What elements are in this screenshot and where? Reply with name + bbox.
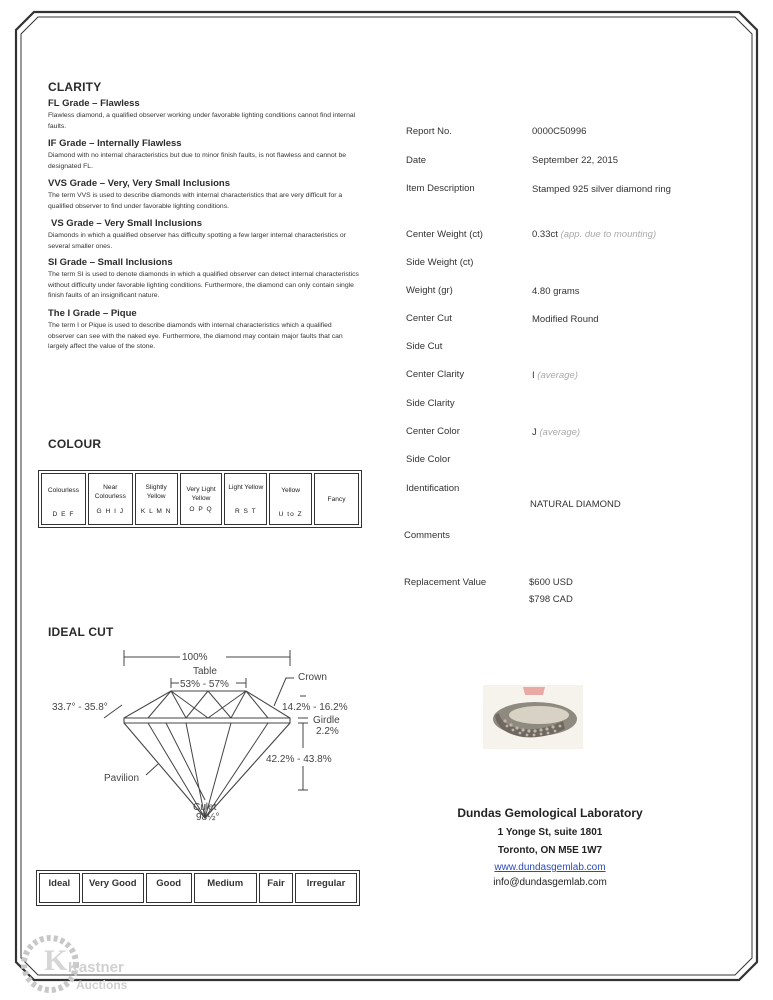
- cut-grade-cell: Fair: [259, 873, 293, 903]
- watermark-line-2: Auctions: [76, 978, 128, 992]
- grade-title: The I Grade – Pique: [48, 308, 137, 319]
- grade-title: FL Grade – Flawless: [48, 98, 140, 109]
- clarity-grade-vvs: [48, 178, 360, 212]
- cut-grade-cell: Good: [146, 873, 192, 903]
- grade-desc: The term I or Pique is used to describe diamonds with internal characteristics which a qualified observer can see with the naked eye. Furthermore, the diamond may contain major faults that can largely affect the value of the stone.: [48, 322, 343, 350]
- cut-grade-cell: Medium: [194, 873, 257, 903]
- field-label-side-weight: Side Weight (ct): [406, 257, 474, 268]
- culet-label: Culet: [193, 802, 217, 813]
- colour-cell: [135, 473, 178, 525]
- center-clarity-value: I: [532, 370, 535, 381]
- table-label: Table: [193, 666, 217, 677]
- pavilion-leader: [146, 764, 158, 775]
- colour-heading: COLOUR: [48, 437, 102, 451]
- field-label-comments: Comments: [404, 530, 450, 541]
- field-label-side-clarity: Side Clarity: [406, 398, 455, 409]
- field-label-side-color: Side Color: [406, 454, 451, 465]
- center-color-value: J: [532, 427, 537, 438]
- field-label-center-clarity: Center Clarity: [406, 369, 465, 380]
- center-color-note: (average): [539, 427, 581, 438]
- lab-website-link[interactable]: www.dundasgemlab.com: [494, 862, 606, 873]
- field-label-date: Date: [406, 155, 427, 166]
- field-value-date: September 22, 2015: [532, 155, 619, 166]
- colour-group-name: Slightly Yellow: [145, 483, 167, 500]
- pavilion-label: Pavilion: [104, 773, 140, 784]
- field-label-identification: Identification: [406, 483, 460, 494]
- ideal-cut-heading: IDEAL CUT: [48, 625, 114, 639]
- ring-photo: [483, 685, 583, 749]
- table-range-label: 53% - 57%: [180, 679, 229, 690]
- field-value-center-cut: Modified Round: [532, 314, 599, 325]
- field-value-center-clarity: [532, 370, 578, 381]
- center-weight-note: (app. due to mounting): [560, 229, 657, 240]
- cut-grade-cell: Irregular: [295, 873, 357, 903]
- grade-title: VS Grade – Very Small Inclusions: [51, 218, 203, 229]
- clarity-heading: CLARITY: [48, 80, 102, 94]
- colour-cell: [180, 473, 223, 525]
- center-clarity-note: (average): [537, 370, 578, 381]
- ring-band-inner: [509, 706, 569, 724]
- field-label-center-color: Center Color: [406, 426, 460, 437]
- colour-cell: [314, 473, 359, 525]
- price-tag-shape: [523, 687, 545, 695]
- watermark-letter-k: K: [44, 944, 68, 977]
- colour-group-range: D E F: [52, 510, 75, 518]
- colour-group-range: U to Z: [278, 510, 303, 518]
- colour-group-range: K L M N: [140, 507, 172, 515]
- field-label-center-cut: Center Cut: [406, 313, 452, 324]
- clarity-grade-if: [48, 138, 360, 172]
- field-label-report-no: Report No.: [406, 126, 452, 137]
- lab-email: info@dundasgemlab.com: [493, 877, 607, 888]
- crown-angle-label: 33.7° - 35.8°: [52, 702, 108, 713]
- lab-name: Dundas Gemological Laboratory: [457, 806, 643, 820]
- colour-cell: [41, 473, 86, 525]
- field-value-report-no: 0000C50996: [532, 126, 587, 137]
- colour-group-range: G H I J: [96, 507, 125, 515]
- colour-group-name: Very Light Yellow: [186, 485, 216, 502]
- girdle-pct-label: 2.2%: [316, 726, 339, 737]
- colour-group-name: Near Colourless: [94, 483, 126, 500]
- grade-title: IF Grade – Internally Flawless: [48, 138, 182, 149]
- grade-desc: The term SI is used to denote diamonds in which a qualified observer can detect internal characteristics without difficulty under favorable lighting conditions. Furthermore, the diamond can only contain single finish faults of an insignificant nature.: [48, 271, 359, 299]
- crown-label: Crown: [298, 672, 327, 683]
- watermark-line-1: Kastner: [68, 959, 124, 976]
- girdle-label: Girdle: [313, 715, 340, 726]
- grade-desc: Flawless diamond, a qualified observer working under favorable lighting conditions cannot find internal faults.: [48, 112, 356, 130]
- colour-group-name: Colourless: [47, 486, 80, 494]
- field-value-replacement-usd: $600 USD: [529, 577, 573, 588]
- culet-value-label: 98½°: [196, 812, 220, 823]
- colour-group-range: O P Q: [189, 505, 213, 513]
- grade-title: VVS Grade – Very, Very Small Inclusions: [48, 178, 230, 189]
- clarity-grade-i: [48, 308, 360, 353]
- field-label-side-cut: Side Cut: [406, 341, 443, 352]
- colour-group-name: Yellow: [281, 486, 301, 494]
- clarity-grade-vs: [48, 218, 360, 252]
- field-value-identification: NATURAL DIAMOND: [530, 499, 621, 510]
- ideal-cut-diagram: [36, 640, 366, 830]
- cut-grade-cell: Very Good: [82, 873, 144, 903]
- colour-group-name: Light Yellow: [228, 483, 264, 491]
- grade-desc: Diamond with no internal characteristics but due to minor finish faults, is not flawless and cannot be designated FL.: [48, 152, 347, 170]
- cut-grade-cell: Ideal: [39, 873, 80, 903]
- field-label-replacement-value: Replacement Value: [404, 577, 487, 588]
- kastner-auctions-watermark: [20, 932, 160, 996]
- crown-height-label: 14.2% - 16.2%: [282, 702, 348, 713]
- field-value-center-color: [532, 427, 580, 438]
- field-value-center-weight: [532, 229, 656, 240]
- clarity-grade-si: [48, 257, 360, 302]
- pavilion-depth-label: 42.2% - 43.8%: [266, 754, 332, 765]
- width-pct-label: 100%: [182, 652, 208, 663]
- colour-cell: [224, 473, 267, 525]
- field-label-weight-gr: Weight (gr): [406, 285, 453, 296]
- crown-facets: [148, 691, 268, 718]
- colour-cell: [88, 473, 133, 525]
- lab-address-1: 1 Yonge St, suite 1801: [497, 827, 603, 838]
- lab-website-row: [400, 862, 700, 873]
- field-value-weight-gr: 4.80 grams: [532, 286, 580, 297]
- colour-group-name: Fancy: [327, 495, 346, 503]
- colour-cell: [269, 473, 312, 525]
- cut-grade-table: [36, 870, 360, 906]
- center-weight-value: 0.33ct: [532, 229, 558, 240]
- grade-title: SI Grade – Small Inclusions: [48, 257, 173, 268]
- grade-desc: The term VVS is used to describe diamonds with internal characteristics that are very difficult for a qualified observer to find under favorable lighting conditions.: [48, 192, 343, 210]
- colour-scale-table: [38, 470, 362, 528]
- field-label-center-weight: Center Weight (ct): [406, 229, 483, 240]
- field-value-item-description: Stamped 925 silver diamond ring: [532, 184, 671, 195]
- clarity-grade-fl: [48, 98, 360, 132]
- grade-desc: Diamonds in which a qualified observer has difficulty spotting a few larger internal characteristics or several smaller ones.: [48, 232, 346, 250]
- lab-address-2: Toronto, ON M5E 1W7: [497, 845, 603, 856]
- field-label-item-description: Item Description: [406, 183, 475, 194]
- field-value-replacement-cad: $798 CAD: [529, 594, 573, 605]
- colour-group-range: R S T: [234, 507, 257, 515]
